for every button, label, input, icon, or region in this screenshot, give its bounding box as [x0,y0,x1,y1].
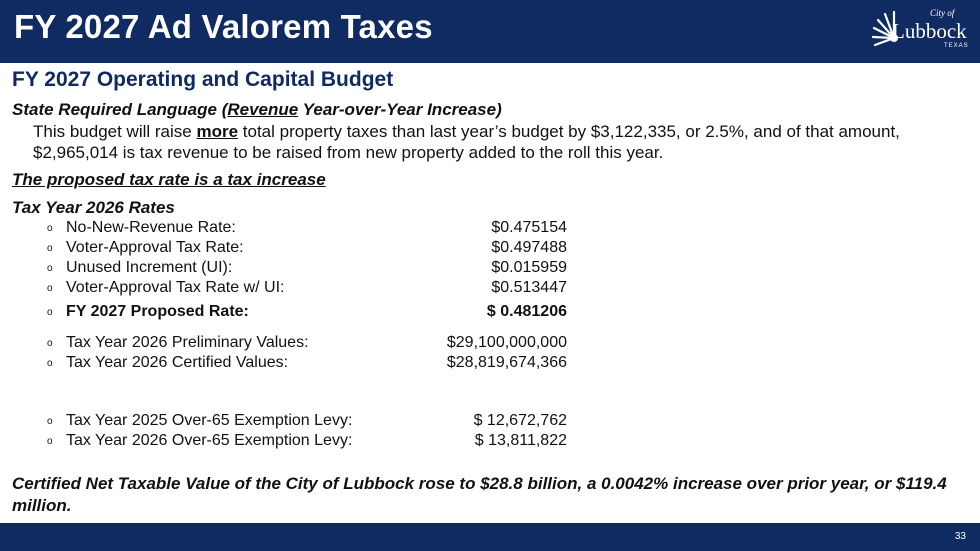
bullet-icon: o [47,416,53,427]
proposed-rate-row [47,303,567,323]
bullet-icon: o [47,307,53,318]
bullet-icon: o [47,283,53,294]
budget-paragraph [33,121,968,163]
rate-value: $0.475154 [491,219,567,236]
bullet-icon: o [47,338,53,349]
paragraph-part2: total property taxes than last year’s budget by $3,122,335, or 2.5%, and of that amount, $2,965,014 is tax revenue to be raised from new property added to the roll this year. [33,122,900,162]
city-logo [872,6,968,54]
state-required-language-heading [12,100,502,120]
state-language-suffix: Year-over-Year Increase) [298,100,502,119]
value-label: Tax Year 2026 Preliminary Values: [66,334,309,351]
rate-value: $ 0.481206 [486,303,567,320]
state-language-prefix: State Required Language ( [12,100,228,119]
levy-amount: $ 12,672,762 [473,412,567,429]
rate-value: $0.513447 [491,279,567,296]
rate-label: No-New-Revenue Rate: [66,219,236,236]
rate-label: Unused Increment (UI): [66,259,233,276]
state-language-underlined: Revenue [227,100,299,119]
rate-label: Voter-Approval Tax Rate w/ UI: [66,279,285,296]
logo-state: TEXAS [944,43,969,49]
rate-row [47,219,567,239]
value-amount: $29,100,000,000 [446,334,567,351]
rates-heading: Tax Year 2026 Rates [12,198,175,217]
rate-row [47,279,567,299]
conclusion-statement: Certified Net Taxable Value of the City of Lubbock rose to $28.8 billion, a 0.0042% increase over prior year, or $119.4 million. [12,474,947,515]
slide-title: FY 2027 Ad Valorem Taxes [14,8,433,45]
rate-label: FY 2027 Proposed Rate: [66,303,249,320]
bullet-icon: o [47,436,53,447]
value-label: Tax Year 2026 Certified Values: [66,354,289,371]
levy-amount: $ 13,811,822 [474,432,567,449]
page-number: 33 [954,531,966,542]
rate-value: $0.497488 [491,239,567,256]
rate-label: Voter-Approval Tax Rate: [66,239,244,256]
value-row [47,354,567,374]
paragraph-emphasis: more [196,122,239,141]
rate-value: $0.015959 [491,259,567,276]
tax-increase-statement: The proposed tax rate is a tax increase [12,170,326,189]
levy-row [47,432,567,452]
logo-name: Lubbock [892,19,967,43]
slide-header [0,0,980,63]
rate-row [47,259,567,279]
levy-label: Tax Year 2025 Over-65 Exemption Levy: [66,412,353,429]
value-amount: $28,819,674,366 [446,354,567,371]
bullet-icon: o [47,263,53,274]
logo-city-of: City of [930,8,955,18]
value-row [47,334,567,354]
levy-row [47,412,567,432]
bullet-icon: o [47,358,53,369]
bullet-icon: o [47,223,53,234]
paragraph-part1: This budget will raise [33,122,197,141]
rate-row [47,239,567,259]
slide-footer [0,523,980,551]
slide-subtitle: FY 2027 Operating and Capital Budget [12,68,394,91]
levy-label: Tax Year 2026 Over-65 Exemption Levy: [66,432,353,449]
bullet-icon: o [47,243,53,254]
